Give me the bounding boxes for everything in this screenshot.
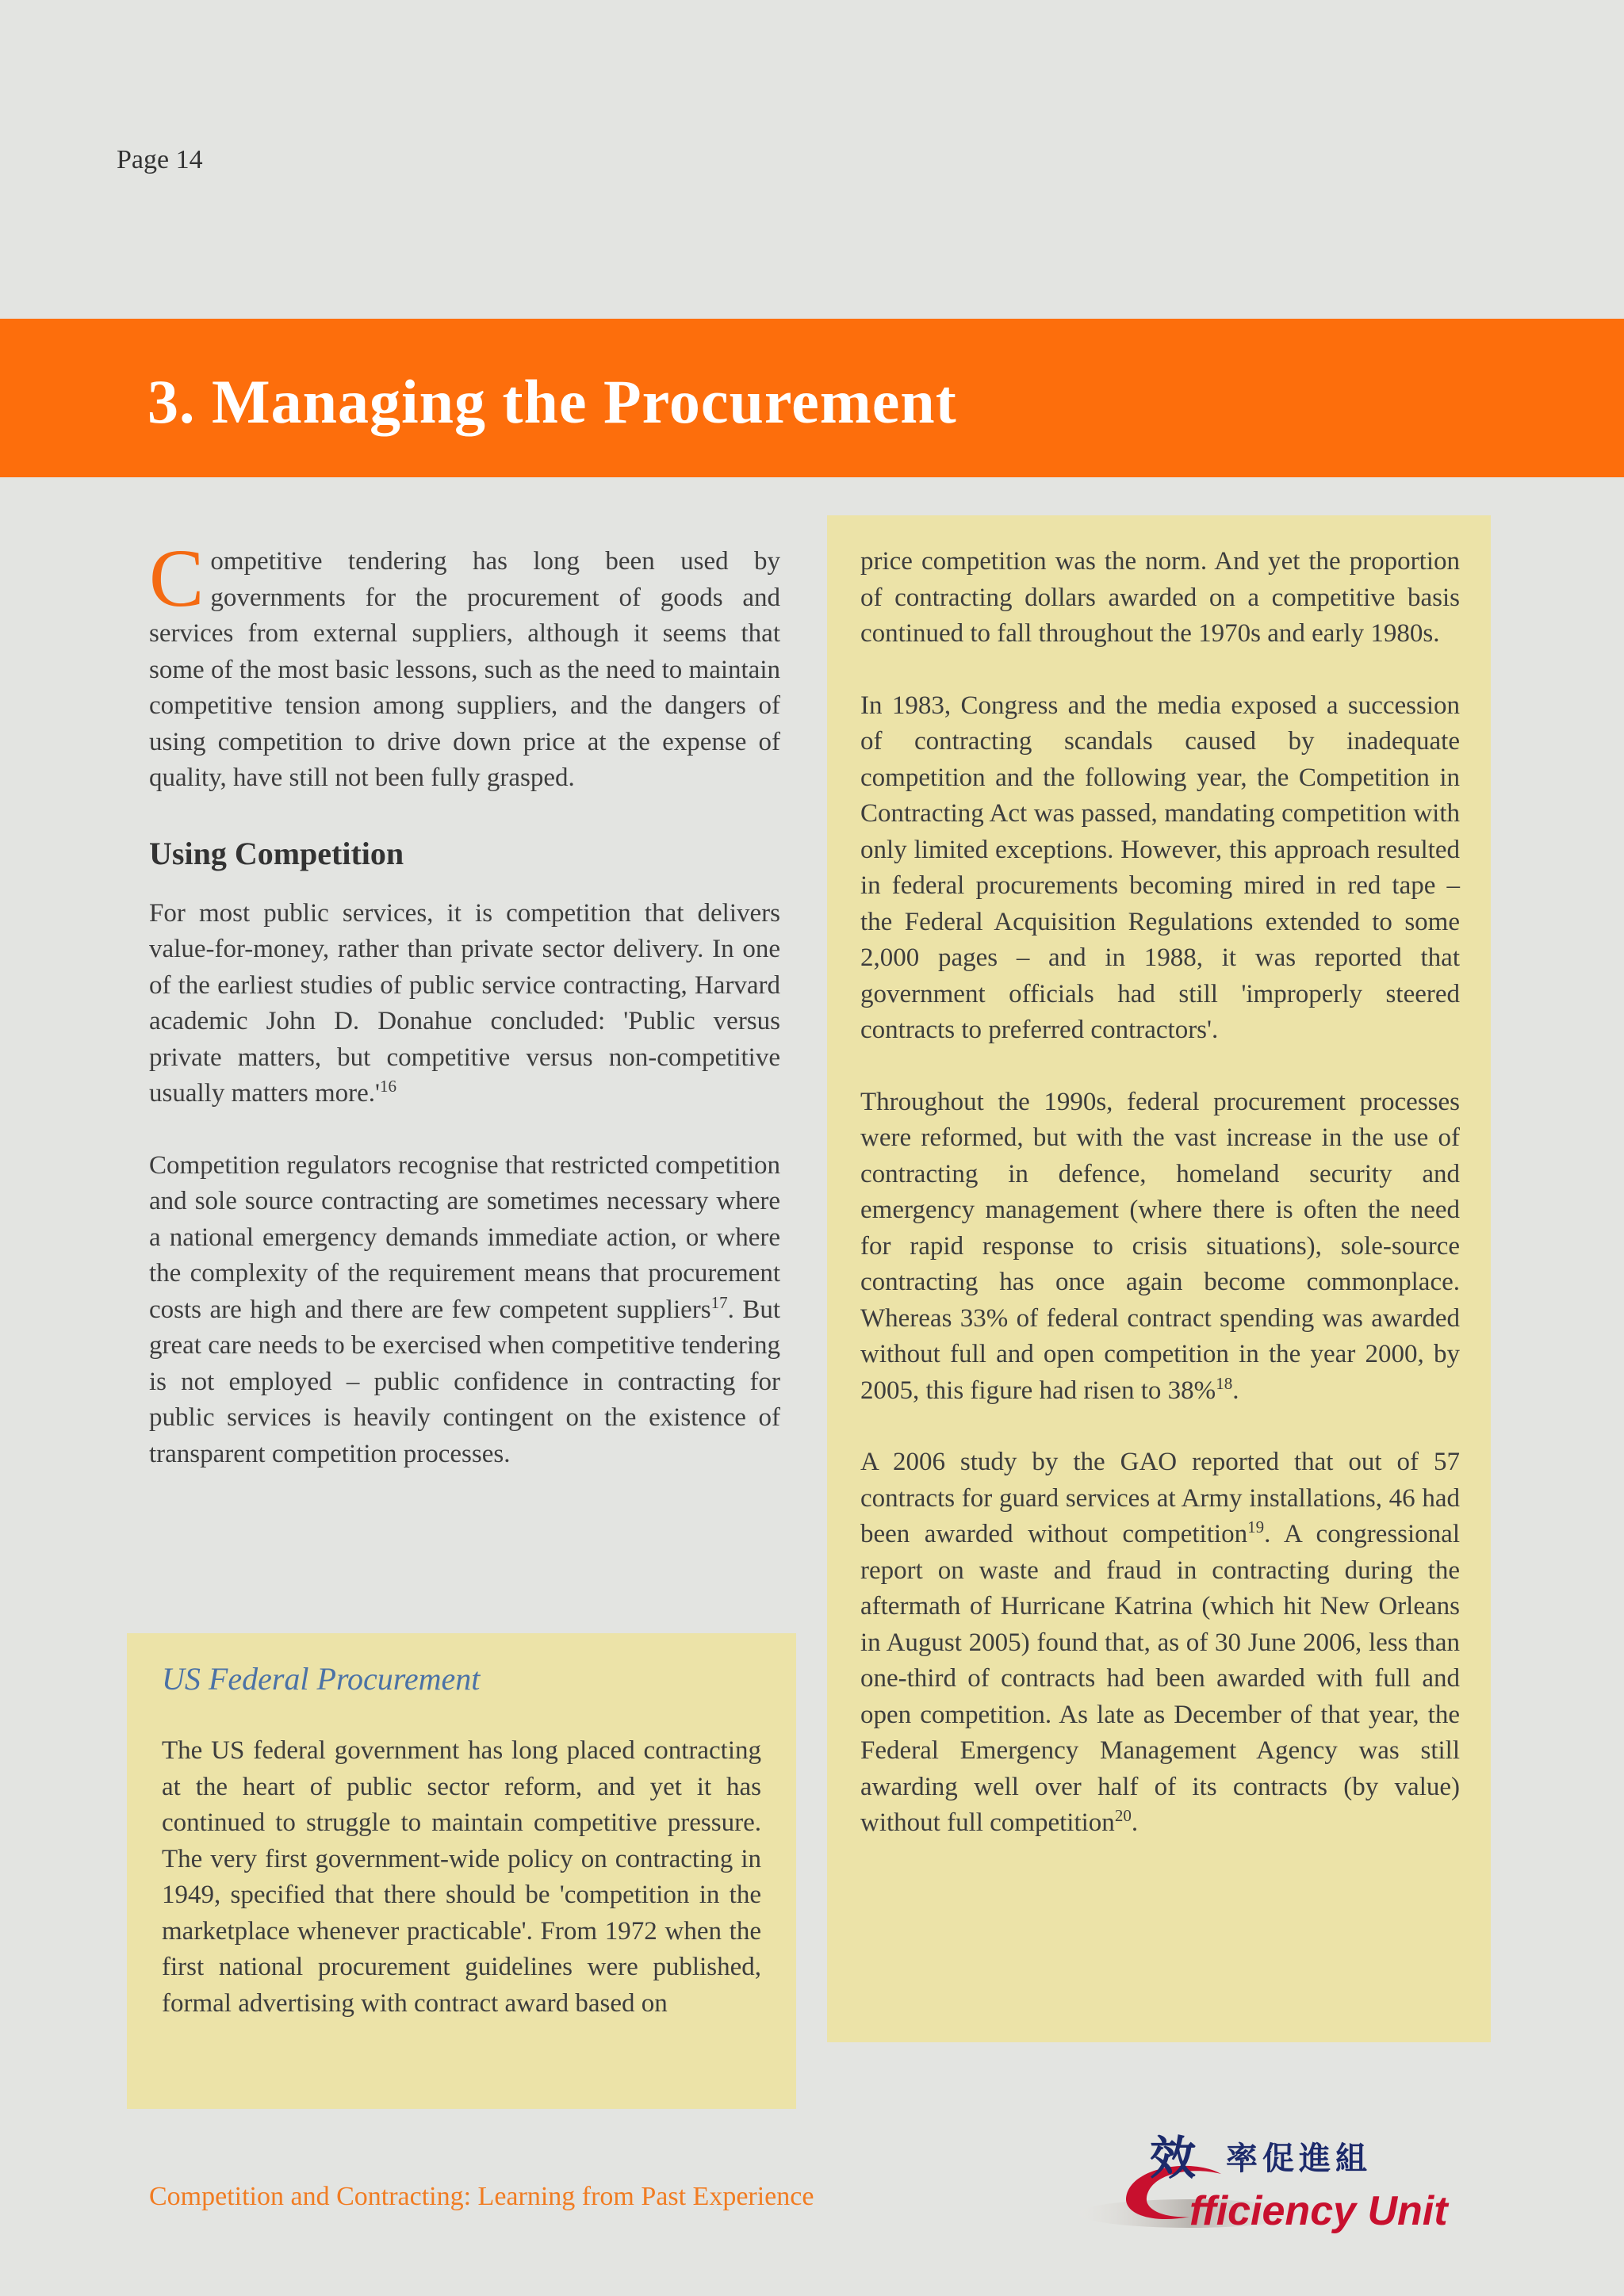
logo-chinese-text: 率促進組	[1226, 2141, 1372, 2177]
logo-english-text: fficiency Unit	[1189, 2188, 1448, 2234]
box-paragraph-4	[860, 1445, 1460, 1842]
box-paragraph-2: In 1983, Congress and the media exposed a succession of contracting scandals caused by inadequate competition and the following year, the Competition in Contracting Act was passed, mandating competition with only limited exceptions. However, this approach resulted in federal procurements becoming mired in red tape – the Federal Acquisition Regulations extended to some 2,000 pages – and in 1988, it was reported that government officials had still 'improperly steered contracts to preferred contractors'.	[860, 691, 1460, 1044]
paragraph-text: For most public services, it is competition that delivers value-for-money, rather than private sector delivery. In one of the earliest studies of public service contracting, Harvard academic John D. Donahue concluded: 'Public versus private matters, but competitive versus non-competitive usually matters more.'	[149, 898, 780, 1108]
section-heading: Using Competition	[149, 835, 404, 871]
footer-publication-title: Competition and Contracting: Learning from Past Experience	[149, 2182, 814, 2211]
section-banner	[0, 319, 1624, 477]
intro-paragraph	[149, 533, 780, 797]
page-number: Page 14	[117, 145, 203, 174]
paragraph-text: A 2006 study by the GAO reported that out of 57 contracts for guard services at Army installations, 46 had been awarded without competition	[860, 1448, 1460, 1548]
drop-cap: C	[149, 533, 205, 624]
intro-text: ompetitive tendering has long been used by governments for the procurement of goods and services from external suppliers, although it seems that some of the most basic lessons, such as the need to maintain competitive tension among suppliers, and the dangers of using competition to drive down price at the expense of quality, have still not been fully grasped.	[149, 547, 780, 792]
box-title: US Federal Procurement	[162, 1661, 481, 1697]
paragraph-text: .	[1131, 1808, 1139, 1837]
paragraph-text: .	[1232, 1376, 1239, 1405]
footnote-ref: 17	[710, 1292, 728, 1312]
box-paragraph: The US federal government has long placed contracting at the heart of public sector reform, and yet it has continued to struggle to maintain competitive pressure. The very first government-wide policy on contracting in 1949, specified that there should be 'competition in the marketplace whenever practicable'. From 1972 when the first national procurement guidelines were published, formal advertising with contract award based on	[162, 1736, 761, 2018]
paragraph-text: Competition regulators recognise that restricted competition and sole source contracting are sometimes necessary where a national emergency demands immediate action, or where the complexity of the requirement means that procurement costs are high and there are few competent suppliers	[149, 1150, 780, 1324]
footnote-ref: 19	[1247, 1517, 1265, 1536]
footnote-ref: 16	[379, 1077, 396, 1096]
competition-paragraph-2	[149, 1148, 780, 1473]
us-federal-procurement-continued-box	[827, 515, 1491, 2042]
paragraph-text: Throughout the 1990s, federal procurement processes were reformed, but with the vast increase in the use of contracting in defence, homeland security and emergency management (where there is often the need for rapid response to crisis situations), sole-source contracting has once again become commonplace. Whereas 33% of federal contract spending was awarded without full and open competition in the year 2000, by 2005, this figure had risen to 38%	[860, 1087, 1460, 1405]
footnote-ref: 18	[1216, 1373, 1233, 1393]
left-column	[149, 533, 781, 1472]
box-paragraph-3	[860, 1085, 1460, 1410]
paragraph-text: . A congressional report on waste and fraud in contracting during the aftermath of Hurricane Katrina (which hit New Orleans in August 2005) found that, as of 30 June 2006, less than one-third of contracts had been awarded with full and open competition. As late as December of that year, the Federal Emergency Management Agency was still awarding well over half of its contracts (by value) without full competition	[860, 1520, 1460, 1837]
logo-chinese-glyph-1: 效	[1150, 2131, 1197, 2185]
competition-paragraph-1	[149, 896, 780, 1112]
section-title: 3. Managing the Procurement	[147, 367, 957, 436]
paragraph-text: . But great care needs to be exercised when competitive tendering is not employed – public confidence in contracting for public services is heavily contingent on the existence of transparent competition processes.	[149, 1295, 781, 1468]
efficiency-unit-logo	[1071, 2125, 1475, 2244]
footnote-ref: 20	[1114, 1806, 1132, 1825]
box-paragraph-1: price competition was the norm. And yet the proportion of contracting dollars awarded on a competitive basis continued to fall throughout the 1970s and early 1980s.	[860, 547, 1460, 648]
us-federal-procurement-box	[127, 1633, 796, 2109]
